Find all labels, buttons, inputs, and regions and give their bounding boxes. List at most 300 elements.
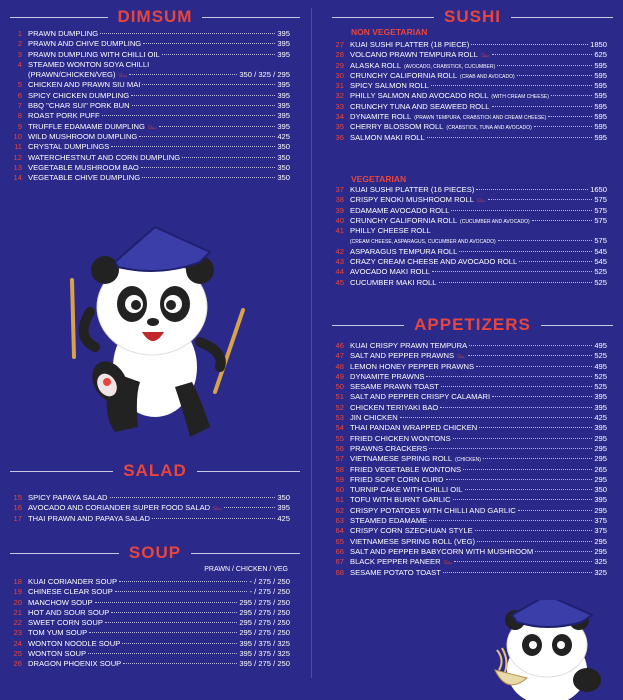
dimsum-header (10, 7, 300, 27)
item-note: (AVOCADO, CRABSTICK, CUCUMBER) (404, 63, 496, 70)
dot-leader (519, 261, 592, 262)
item-price: 295 (594, 536, 607, 546)
item-name: BBQ "CHAR SUI" PORK BUN (28, 101, 130, 111)
item-price: 595 (594, 112, 607, 122)
item-number: 38 (335, 195, 344, 205)
item-name: PRAWN DUMPLING (28, 29, 99, 38)
dot-leader (431, 85, 593, 86)
item-name: SESAME POTATO TOAST (350, 567, 441, 577)
dot-leader (483, 458, 592, 459)
item-number: 23 (13, 628, 22, 638)
item-number: 1 (17, 29, 22, 38)
dot-leader (142, 177, 275, 178)
item-price: 295 / 275 / 250 (239, 607, 290, 617)
dot-leader (132, 105, 276, 106)
dot-leader (465, 489, 593, 490)
item-number: 41 (335, 226, 344, 236)
item-name: SALMON MAKI ROLL (350, 132, 425, 142)
item-number: 16 (13, 503, 22, 513)
item-number: 24 (13, 638, 22, 648)
item-number: 33 (335, 101, 344, 111)
menu-item (0, 39, 290, 49)
menu-item (322, 516, 607, 526)
dot-leader (492, 54, 593, 55)
menu-item (322, 102, 607, 112)
menu-item (322, 40, 607, 50)
item-number: 8 (17, 111, 22, 121)
menu-item (0, 91, 290, 101)
dot-leader (111, 146, 275, 147)
veg-marker-icon: வெ (118, 73, 128, 80)
menu-item (322, 226, 607, 236)
item-price: 525 (594, 371, 607, 381)
dot-leader (535, 551, 592, 552)
item-name: SPICY PAPAYA SALAD (28, 493, 108, 502)
veg-marker-icon: வெ (443, 560, 453, 567)
menu-item (322, 267, 607, 277)
item-number: 29 (335, 60, 344, 70)
menu-item (0, 163, 290, 173)
dot-leader (475, 530, 593, 531)
item-number: 63 (335, 516, 344, 526)
item-price: 395 / 375 / 325 (239, 649, 290, 659)
menu-item (322, 236, 607, 246)
menu-item (0, 598, 290, 608)
item-price: - / 275 / 250 (249, 587, 290, 597)
item-name: KUAI CORIANDER SOUP (28, 577, 118, 586)
item-price: 545 (594, 257, 607, 267)
item-number: 48 (335, 361, 344, 371)
dot-leader (479, 427, 592, 428)
item-name: ROAST PORK PUFF (28, 111, 100, 121)
item-price: 545 (594, 246, 607, 256)
dot-leader (123, 663, 237, 664)
dot-leader (439, 282, 593, 283)
item-number: 49 (335, 371, 344, 381)
item-price: 350 (277, 493, 290, 502)
item-price: 395 (277, 49, 290, 59)
dot-leader (443, 572, 592, 573)
item-name: BLACK PEPPER PANEER (350, 557, 441, 567)
item-name: CRYSTAL DUMPLINGS (28, 142, 110, 152)
item-name: VEGETABLE MUSHROOM BAO (28, 162, 139, 172)
item-name: DYNAMITE PRAWNS (350, 371, 425, 381)
dot-leader (143, 43, 275, 44)
item-price: 395 (594, 423, 607, 433)
item-note: (CHICKEN) (455, 457, 481, 464)
item-name: VIETNAMESE SPRING ROLL (350, 454, 453, 464)
item-number: 15 (13, 493, 22, 502)
dot-leader (469, 345, 592, 346)
item-name: PRAWNS CRACKERS (350, 443, 428, 453)
item-price: 375 (594, 516, 607, 526)
item-number: 56 (335, 443, 344, 453)
item-number: 6 (17, 90, 22, 100)
dot-leader (432, 271, 592, 272)
item-name: FRIED SOFT CORN CURD (350, 474, 444, 484)
item-number: 55 (335, 433, 344, 443)
menu-item (322, 526, 607, 536)
item-price: 595 (594, 70, 607, 80)
item-number: 64 (335, 526, 344, 536)
dot-leader (131, 95, 275, 96)
item-price: 595 (594, 81, 607, 91)
menu-item (0, 50, 290, 60)
item-name: MANCHOW SOUP (28, 597, 93, 607)
dot-leader (441, 386, 592, 387)
item-number: 53 (335, 413, 344, 423)
dot-leader (453, 499, 593, 500)
item-name: PRAWN AND CHIVE DUMPLING (28, 39, 142, 49)
item-price: 395 (277, 503, 290, 513)
item-number: 42 (335, 246, 344, 256)
item-name: SALT AND PEPPER CRISPY CALAMARI (350, 392, 491, 402)
item-number: 32 (335, 91, 344, 101)
item-price: 295 / 275 / 250 (239, 597, 290, 607)
item-note: (CUCUMBER AND AVOCADO) (460, 218, 530, 225)
item-name: STEAMED WONTON SOYA CHILLI (28, 59, 150, 69)
menu-item (0, 628, 290, 638)
item-number: 34 (335, 112, 344, 122)
item-name: SWEET CORN SOUP (28, 618, 103, 628)
item-price: 325 (594, 557, 607, 567)
dot-leader (429, 448, 592, 449)
item-name: PHILLY CHEESE ROLL (350, 226, 431, 236)
dot-leader (224, 507, 275, 508)
dot-leader (463, 469, 592, 470)
item-name: AVOCADO MAKI ROLL (350, 267, 431, 277)
item-price: 325 (594, 567, 607, 577)
item-number: 51 (335, 392, 344, 402)
menu-item (322, 495, 607, 505)
item-price: 395 / 275 / 250 (239, 659, 290, 669)
item-name: CHICKEN AND PRAWN SIU MAI (28, 80, 141, 90)
dot-leader (517, 75, 593, 76)
item-name: ALASKA ROLL (350, 60, 402, 70)
menu-item (0, 153, 290, 163)
item-price: 425 (594, 413, 607, 423)
sushi-title: SUSHI (444, 7, 501, 26)
item-price: 575 (594, 205, 607, 215)
menu-item (322, 485, 607, 495)
soup-title: SOUP (128, 543, 182, 562)
item-number: 18 (13, 577, 22, 586)
item-number: 9 (17, 121, 22, 131)
item-number: 27 (335, 40, 344, 49)
item-price: 395 (594, 495, 607, 505)
item-number: 66 (335, 546, 344, 556)
item-number: 11 (14, 142, 22, 152)
item-number: 3 (17, 49, 22, 59)
dot-leader (141, 167, 275, 168)
menu-item (322, 537, 607, 547)
item-price: 295 (594, 505, 607, 515)
menu-item (0, 80, 290, 90)
item-number: 58 (335, 464, 344, 474)
menu-item (322, 195, 607, 205)
menu-item (0, 639, 290, 649)
dot-leader (498, 240, 593, 241)
item-name: CRUNCHY TUNA AND SEAWEED ROLL (350, 101, 490, 111)
item-name: WONTON SOUP (28, 649, 87, 659)
item-note: (CRABSTICK, TUNA AND AVOCADO) (446, 125, 532, 132)
item-price: 595 (594, 60, 607, 70)
soup-header (10, 543, 300, 563)
dot-leader (429, 520, 592, 521)
item-name: SALT AND PEPPER PRAWNS (350, 351, 455, 361)
item-number: 13 (13, 162, 22, 172)
menu-item (0, 70, 290, 80)
menu-item (322, 392, 607, 402)
dot-leader (152, 518, 275, 519)
dot-leader (440, 407, 592, 408)
menu-item (322, 50, 607, 60)
salad-list (0, 493, 290, 524)
dot-leader (115, 591, 248, 592)
dot-leader (497, 65, 592, 66)
menu-item (322, 341, 607, 351)
menu-item (322, 568, 607, 578)
menu-item (322, 362, 607, 372)
menu-item (0, 101, 290, 111)
menu-item (0, 493, 290, 503)
menu-item (322, 403, 607, 413)
item-name: WILD MUSHROOM DUMPLING (28, 131, 138, 141)
item-name: (PRAWN/CHICKEN/VEG) (28, 70, 116, 80)
menu-item (0, 587, 290, 597)
item-name: CHERRY BLOSSOM ROLL (350, 122, 444, 132)
dot-leader (471, 44, 588, 45)
menu-item (322, 454, 607, 464)
item-note: (WITH CREAM CHEESE) (491, 94, 549, 101)
menu-item (0, 649, 290, 659)
menu-item (322, 61, 607, 71)
menu-item (322, 557, 607, 567)
item-price: 395 (594, 392, 607, 402)
veg-marker-icon: வெ (476, 198, 486, 205)
appetizers-title: APPETIZERS (414, 315, 531, 334)
item-name: KUAI SUSHI PLATTER (16 PIECES) (350, 185, 475, 194)
item-number: 67 (335, 557, 344, 567)
item-price: 295 (594, 546, 607, 556)
item-name: PHILLY SALMON AND AVOCADO ROLL (350, 91, 489, 101)
dot-leader (95, 602, 238, 603)
menu-item (322, 278, 607, 288)
menu-item (322, 465, 607, 475)
menu-item (322, 351, 607, 361)
dot-leader (518, 510, 593, 511)
menu-item (322, 216, 607, 226)
item-number: 10 (13, 131, 22, 141)
dot-leader (100, 33, 275, 34)
item-price: 395 (594, 402, 607, 412)
sushi-veg-list (322, 185, 607, 288)
item-name: (CREAM CHEESE, ASPARAGUS, CUCUMBER AND AVOCADO) (350, 239, 496, 246)
dot-leader (122, 643, 237, 644)
dot-leader (454, 561, 592, 562)
item-name: AVOCADO AND CORIANDER SUPER FOOD SALAD (28, 503, 211, 513)
item-name: TOFU WITH BURNT GARLIC (350, 495, 451, 505)
menu-item (0, 122, 290, 132)
item-name: EDAMAME AVOCADO ROLL (350, 205, 450, 215)
item-number: 14 (13, 173, 22, 183)
dot-leader (488, 199, 593, 200)
item-price: 575 (594, 195, 607, 205)
item-price: 350 (277, 162, 290, 172)
item-number: 43 (335, 257, 344, 267)
item-name: CHICKEN TERIYAKI BAO (350, 402, 439, 412)
sushi-header (332, 7, 613, 27)
dot-leader (534, 126, 593, 127)
sushi-nonveg-list (322, 40, 607, 143)
item-number: 17 (13, 513, 22, 523)
menu-item (322, 423, 607, 433)
item-price: 495 (594, 361, 607, 371)
item-price: 395 (277, 121, 290, 131)
veg-subheading: VEGETARIAN (351, 174, 407, 184)
item-number: 46 (335, 341, 344, 350)
menu-item (0, 577, 290, 587)
dot-leader (476, 189, 588, 190)
dot-leader (427, 137, 593, 138)
item-number: 26 (13, 659, 22, 669)
item-name: CRISPY POTATOES WITH CHILLI AND GARLIC (350, 505, 516, 515)
item-number: 65 (335, 536, 344, 546)
dot-leader (400, 417, 593, 418)
item-price: 1650 (590, 185, 607, 194)
menu-item (322, 185, 607, 195)
item-name: PRAWN DUMPLING WITH CHILLI OIL (28, 49, 160, 59)
item-name: SESAME PRAWN TOAST (350, 382, 439, 392)
item-price: 525 (594, 351, 607, 361)
item-number: 22 (13, 618, 22, 628)
menu-item (0, 60, 290, 70)
item-price: 395 (277, 111, 290, 121)
item-price: 350 (594, 485, 607, 495)
item-number: 37 (335, 185, 344, 194)
menu-item (322, 434, 607, 444)
dot-leader (119, 581, 247, 582)
item-name: FRIED VEGETABLE WONTONS (350, 464, 462, 474)
menu-item (322, 475, 607, 485)
item-number: 7 (17, 101, 22, 111)
item-note: (CRAB AND AVOCADO) (460, 73, 515, 80)
item-number: 40 (335, 215, 344, 225)
panda-with-bowl-illustration (487, 600, 617, 700)
dot-leader (105, 622, 237, 623)
veg-marker-icon: வெ (147, 124, 157, 131)
item-number: 30 (335, 70, 344, 80)
item-price: 265 (594, 464, 607, 474)
veg-marker-icon: வெ (457, 354, 466, 361)
item-number: 45 (335, 277, 344, 287)
dot-leader (551, 95, 592, 96)
menu-item (322, 547, 607, 557)
item-price: 395 (277, 101, 290, 111)
item-name: CRUNCHY CALIFORNIA ROLL (350, 70, 458, 80)
item-price: 625 (594, 50, 607, 60)
item-price: 295 (594, 454, 607, 464)
item-price: 395 (277, 39, 290, 49)
item-name: VOLCANO PRAWN TEMPURA ROLL (350, 50, 478, 60)
item-price: 395 (277, 29, 290, 38)
menu-item (322, 91, 607, 101)
item-name: HOT AND SOUR SOUP (28, 607, 110, 617)
item-number: 36 (335, 132, 344, 142)
soup-column-header: PRAWN / CHICKEN / VEG (204, 566, 288, 573)
item-name: CRUNCHY CALIFORNIA ROLL (350, 215, 458, 225)
menu-item (0, 173, 290, 183)
item-price: 525 (594, 267, 607, 277)
menu-item (322, 247, 607, 257)
dot-leader (476, 366, 592, 367)
item-price: 595 (594, 91, 607, 101)
dot-leader (548, 116, 592, 117)
menu-item (0, 659, 290, 669)
dot-leader (110, 497, 276, 498)
dot-leader (129, 74, 237, 75)
item-price: 595 (594, 132, 607, 142)
item-price: 1850 (590, 40, 607, 49)
menu-item (322, 122, 607, 132)
dot-leader (139, 136, 275, 137)
dot-leader (159, 126, 276, 127)
item-name: SPICY SALMON ROLL (350, 81, 429, 91)
dot-leader (451, 210, 592, 211)
menu-item (322, 112, 607, 122)
menu-item (0, 132, 290, 142)
dot-leader (492, 106, 593, 107)
dot-leader (89, 632, 237, 633)
item-price: 425 (277, 131, 290, 141)
menu-item (0, 142, 290, 152)
item-number: 20 (13, 597, 22, 607)
dot-leader (162, 54, 276, 55)
item-name: THAI PANDAN WRAPPED CHICKEN (350, 423, 478, 433)
item-number: 52 (335, 402, 344, 412)
item-price: - / 275 / 250 (249, 577, 290, 586)
item-number: 21 (13, 607, 22, 617)
item-name: KUAI SUSHI PLATTER (18 PIECE) (350, 40, 470, 49)
item-name: JIN CHICKEN (350, 413, 398, 423)
item-name: WONTON NOODLE SOUP (28, 638, 121, 648)
item-number: 28 (335, 50, 344, 60)
item-name: THAI PRAWN AND PAPAYA SALAD (28, 513, 150, 523)
dot-leader (468, 355, 593, 356)
dot-leader (532, 220, 593, 221)
dot-leader (459, 251, 592, 252)
item-name: SPICY CHICKEN DUMPLING (28, 90, 130, 100)
item-price: 350 (277, 142, 290, 152)
menu-item (0, 503, 290, 513)
item-number: 68 (335, 567, 344, 577)
panda-mascot-illustration (60, 222, 250, 447)
item-name: WATERCHESTNUT AND CORN DUMPLING (28, 152, 181, 162)
item-name: DRAGON PHOENIX SOUP (28, 659, 122, 669)
item-number: 61 (335, 495, 344, 505)
dot-leader (182, 157, 275, 158)
item-name: CRAZY CREAM CHEESE AND AVOCADO ROLL (350, 257, 518, 267)
menu-item (322, 133, 607, 143)
salad-title: SALAD (123, 461, 187, 480)
appetizers-list (322, 341, 607, 578)
item-price: 495 (594, 341, 607, 350)
item-name: ASPARAGUS TEMPURA ROLL (350, 246, 458, 256)
item-number: 25 (13, 649, 22, 659)
item-name: STEAMED EDAMAME (350, 516, 428, 526)
item-number: 59 (335, 474, 344, 484)
item-price: 350 (277, 173, 290, 183)
